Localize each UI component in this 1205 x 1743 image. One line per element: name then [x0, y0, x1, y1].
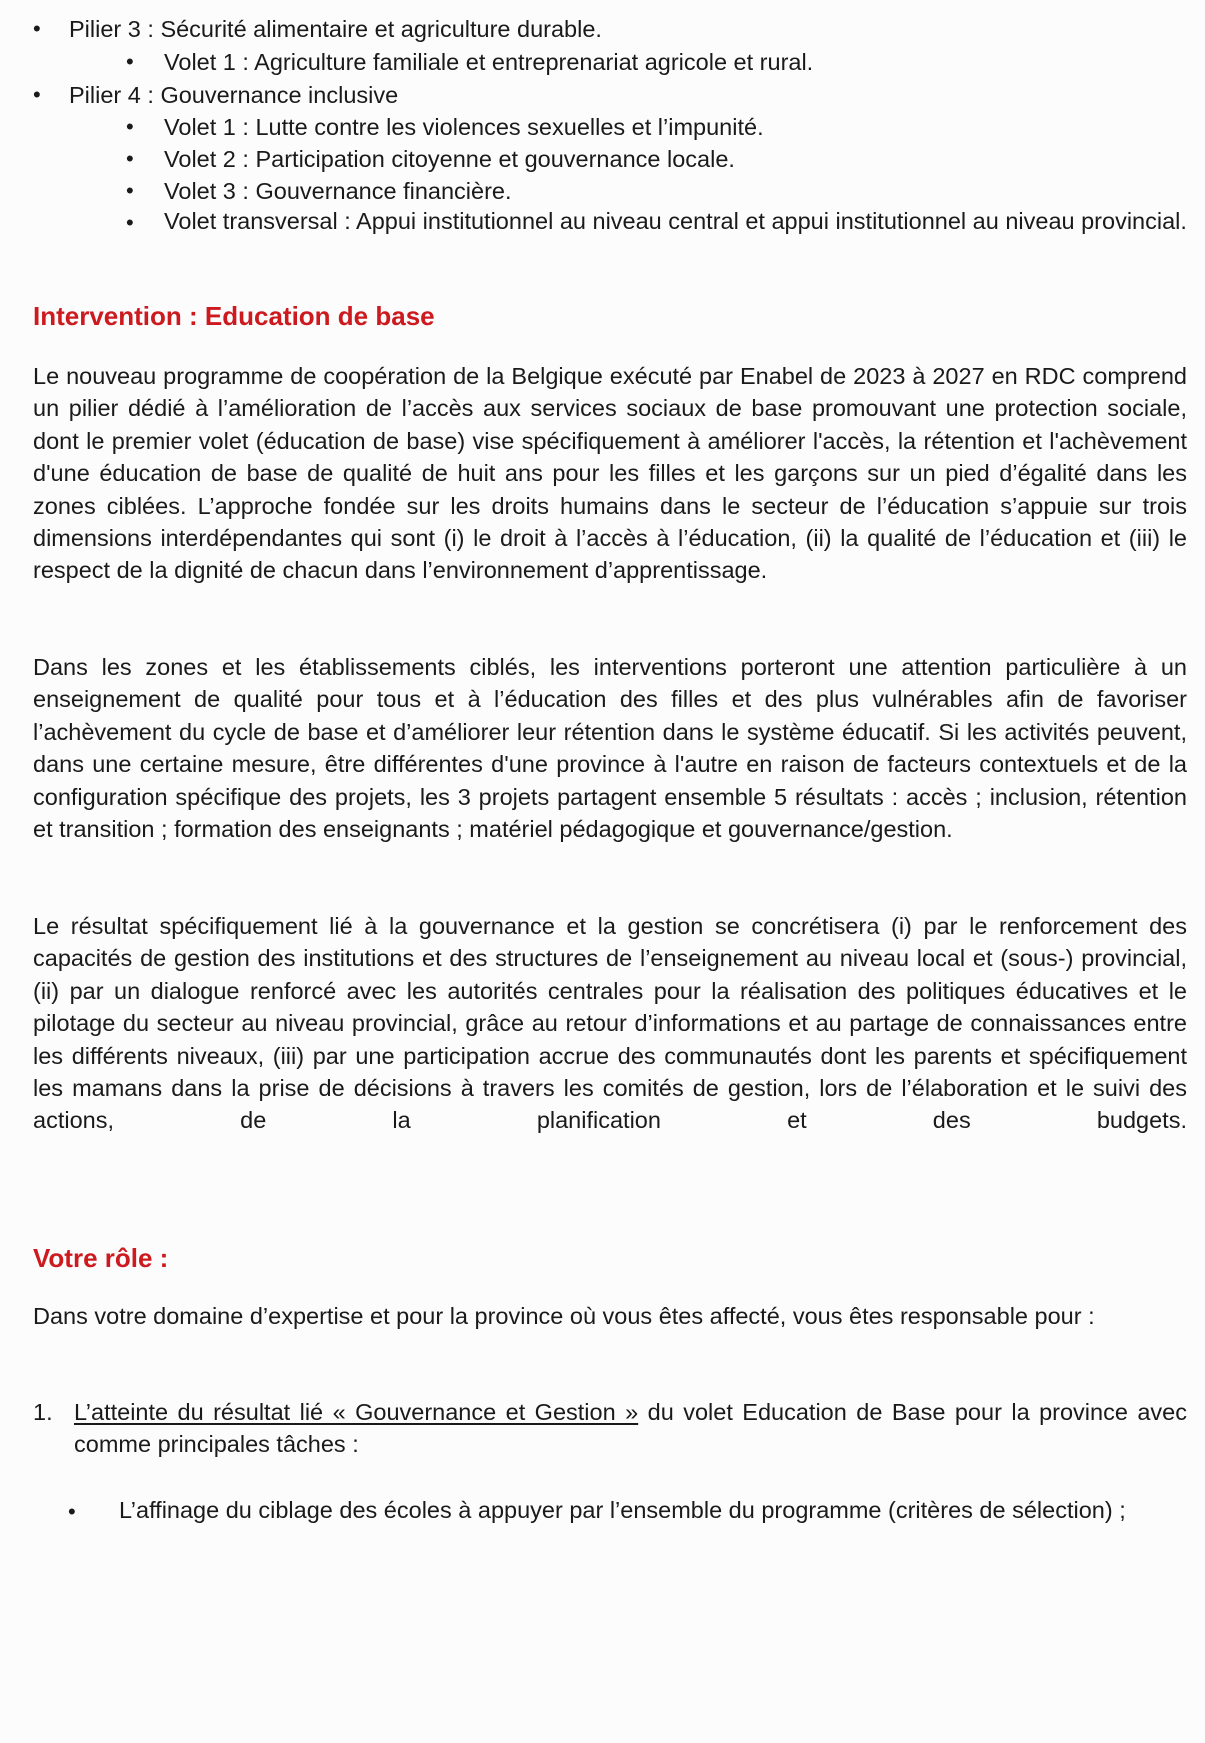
volet-item: [164, 109, 764, 145]
volet-label: Volet 1: [164, 114, 236, 140]
volet-item: [164, 205, 1187, 238]
pillar-item: [69, 77, 398, 113]
role-intro: Dans votre domaine d’expertise et pour la province où vous êtes affecté, vous êtes responsable pour :: [33, 1303, 1095, 1329]
list-number: 1.: [33, 1399, 53, 1425]
bullet-icon: •: [126, 114, 134, 139]
underlined-result-title: L’atteinte du résultat lié « Gouvernance et Gestion »: [74, 1399, 639, 1425]
bullet-icon: •: [126, 178, 134, 203]
section-heading-intervention: Intervention : Education de base: [33, 301, 435, 331]
paragraph: Le résultat spécifiquement lié à la gouvernance et la gestion se concrétisera (i) par le renforcement des capacités de gestion des institutions et des structures de l’enseignement au niveau local et (sous-) provincial, (ii) par un dialogue renforcé avec les autorités centrales pour la réalisation des politiques éducatives et le pilotage du secteur au niveau provincial, grâce au retour d’informations et au partage de connaissances entre les différents niveaux, (iii) par une participation accrue des communautés dont les parents et spécifiquement les mamans dans la prise de décisions à travers les comités de gestion, lors de l’élaboration et le suivi des actions, de la planification et des budgets.: [33, 913, 1187, 1134]
task-item: L’affinage du ciblage des écoles à appuyer par l’ensemble du programme (critères de sélection) ;: [119, 1497, 1126, 1523]
volet-text: Lutte contre les violences sexuelles et l’impunité.: [255, 114, 764, 140]
bullet-icon: •: [126, 146, 134, 171]
volet-label: Volet transversal: [164, 208, 338, 234]
separator: :: [140, 82, 161, 108]
separator: :: [235, 146, 256, 172]
bullet-icon: •: [126, 49, 134, 74]
bullet-icon: •: [126, 210, 134, 235]
volet-item: [164, 141, 735, 177]
separator: :: [235, 114, 256, 140]
paragraph: Le nouveau programme de coopération de la Belgique exécuté par Enabel de 2023 à 2027 en RDC comprend un pilier dédié à l’amélioration de l’accès aux services sociaux de base promouvant une protection sociale, dont le premier volet (éducation de base) vise spécifiquement à améliorer l'accès, la rétention et l'achèvement d'une éducation de base de qualité de huit ans pour les filles et les garçons sur un pied d’égalité dans les zones ciblées. L’approche fondée sur les droits humains dans le secteur de l’éducation s’appuie sur trois dimensions interdépendantes qui sont (i) le droit à l’accès à l’éducation, (ii) la qualité de l’éducation et (iii) le respect de la dignité de chacun dans l’environnement d’apprentissage.: [33, 363, 1187, 584]
volet-text: Agriculture familiale et entreprenariat agricole et rural.: [254, 49, 814, 75]
bullet-icon: •: [33, 82, 41, 107]
volet-label: Volet 2: [164, 146, 236, 172]
volet-label: Volet 1: [164, 49, 236, 75]
numbered-item-text: du volet Education de Base pour la province avec comme principales tâches :: [74, 1399, 1187, 1458]
separator: :: [140, 16, 161, 42]
separator: :: [235, 178, 256, 204]
separator: :: [235, 49, 255, 75]
pillar-item: [69, 11, 602, 47]
volet-text: Appui institutionnel au niveau central et appui institutionnel au niveau provincial.: [356, 208, 1187, 234]
pillar-title: Sécurité alimentaire et agriculture durable.: [160, 16, 602, 42]
separator: :: [337, 208, 357, 234]
pillar-title: Gouvernance inclusive: [160, 82, 399, 108]
volet-text: Participation citoyenne et gouvernance locale.: [255, 146, 735, 172]
numbered-item: [74, 1396, 1187, 1461]
bullet-icon: •: [33, 16, 41, 41]
volet-label: Volet 3: [164, 178, 236, 204]
volet-item: [164, 44, 813, 80]
bullet-icon: •: [68, 1499, 76, 1524]
paragraph: Dans les zones et les établissements ciblés, les interventions porteront une attention particulière à un enseignement de qualité pour tous et à l’éducation des filles et des plus vulnérables afin de favoriser l’achèvement du cycle de base et d’améliorer leur rétention dans le système éducatif. Si les activités peuvent, dans une certaine mesure, être différentes d'une province à l'autre en raison de facteurs contextuels et de la configuration spécifique des projets, les 3 projets partagent ensemble 5 résultats : accès ; inclusion, rétention et transition ; formation des enseignants ; matériel pédagogique et gouvernance/gestion.: [33, 654, 1187, 843]
volet-text: Gouvernance financière.: [255, 178, 512, 204]
section-heading-role: Votre rôle :: [33, 1243, 169, 1273]
volet-item: [164, 173, 512, 209]
pillar-label: Pilier 3: [69, 16, 141, 42]
pillar-label: Pilier 4: [69, 82, 141, 108]
